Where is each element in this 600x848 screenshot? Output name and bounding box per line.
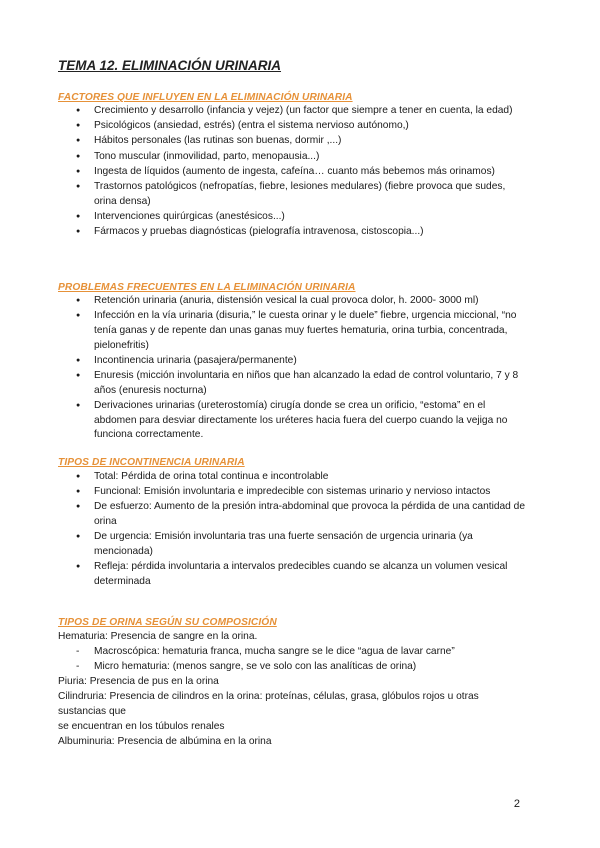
micro-item (76, 660, 416, 675)
section-heading-problemas: PROBLEMAS FRECUENTES EN LA ELIMINACIÓN URINARIA (58, 282, 356, 293)
list-item: ● Ingesta de líquidos (aumento de ingesta, cafeína… cuanto más bebemos más orinamos) (0, 165, 600, 180)
problemas-list (0, 294, 600, 444)
list-item: ● De urgencia: Emisión involuntaria tras una fuerte sensación de urgencia urinaria (ya mencionada) (0, 530, 600, 559)
list-item: ● Refleja: pérdida involuntaria a intervalos predecibles cuando se alcanza un volumen vesical determinada (0, 560, 600, 589)
list-item: ● De esfuerzo: Aumento de la presión intra-abdominal que provoca la pérdida de una cantidad de orina (0, 500, 600, 529)
list-item: ● Psicológicos (ansiedad, estrés) (entra el sistema nervioso autónomo,) (0, 119, 600, 134)
piuria-text: Piuria: Presencia de pus en la orina (58, 676, 219, 687)
incontinencia-list (0, 470, 600, 590)
list-item: ● Fármacos y pruebas diagnósticas (pielografía intravenosa, cistoscopia...) (0, 225, 600, 240)
macroscopica-item (76, 645, 455, 660)
micro-text: Micro hematuria: (menos sangre, se ve solo con las analíticas de orina) (94, 661, 417, 672)
macroscopica-text: Macroscópica: hematuria franca, mucha sangre se le dice “agua de lavar carne” (94, 646, 455, 657)
list-item: ● Intervenciones quirúrgicas (anestésicos...) (0, 210, 600, 225)
list-item: ● Infección en la vía urinaria (disuria,” le cuesta orinar y le duele” fiebre, urgencia miccional, “no tenía ganas y de repente dan unas ganas muy fuertes hematuria, orina turbia, concentrada, pielonefritis) (0, 309, 600, 353)
section-heading-incontinencia: TIPOS DE INCONTINENCIA URINARIA (58, 457, 245, 468)
list-item: ● Incontinencia urinaria (pasajera/permanente) (0, 354, 600, 369)
list-item: ● Total: Pérdida de orina total continua e incontrolable (0, 470, 600, 485)
list-item: ● Enuresis (micción involuntaria en niños que han alcanzado la edad de control voluntario, 7 y 8 años (enuresis nocturna) (0, 369, 600, 398)
list-item: ● Trastornos patológicos (nefropatías, fiebre, lesiones medulares) (fiebre provoca que sudes, orina densa) (0, 180, 600, 209)
factores-list (0, 104, 600, 240)
section-heading-factores: FACTORES QUE INFLUYEN EN LA ELIMINACIÓN URINARIA (58, 92, 353, 103)
list-item: ● Funcional: Emisión involuntaria e impredecible con sistemas urinario y nervioso intactos (0, 485, 600, 500)
section-heading-orina: TIPOS DE ORINA SEGÚN SU COMPOSICIÓN (58, 617, 277, 628)
dash-marker: - (76, 661, 80, 672)
list-item: ● Crecimiento y desarrollo (infancia y vejez) (un factor que siempre a tener en cuenta, la edad) (0, 104, 600, 119)
dash-marker: - (76, 646, 80, 657)
albuminuria-text: Albuminuria: Presencia de albúmina en la orina (58, 736, 272, 747)
cilindruria-continuation: se encuentran en los túbulos renales (58, 721, 225, 732)
list-item: ● Tono muscular (inmovilidad, parto, menopausia...) (0, 150, 600, 165)
page-number: 2 (513, 798, 520, 810)
hematuria-text: Hematuria: Presencia de sangre en la orina. (58, 631, 258, 642)
page-title: TEMA 12. ELIMINACIÓN URINARIA (58, 58, 282, 73)
list-item: ● Hábitos personales (las rutinas son buenas, dormir ,...) (0, 134, 600, 149)
list-item: ● Retención urinaria (anuria, distensión vesical la cual provoca dolor, h. 2000- 3000 ml) (0, 294, 600, 309)
cilindruria-text: Cilindruria: Presencia de cilindros en la orina: proteínas, células, grasa, glóbulos rojos u otras sustancias que (58, 691, 479, 717)
list-item: ● Derivaciones urinarias (ureterostomía) cirugía donde se crea un orificio, “estoma” en el abdomen para desviar directamente los uréteres hacia fuera del cuerpo cuando la vejiga no funciona correctamente. (0, 399, 600, 443)
